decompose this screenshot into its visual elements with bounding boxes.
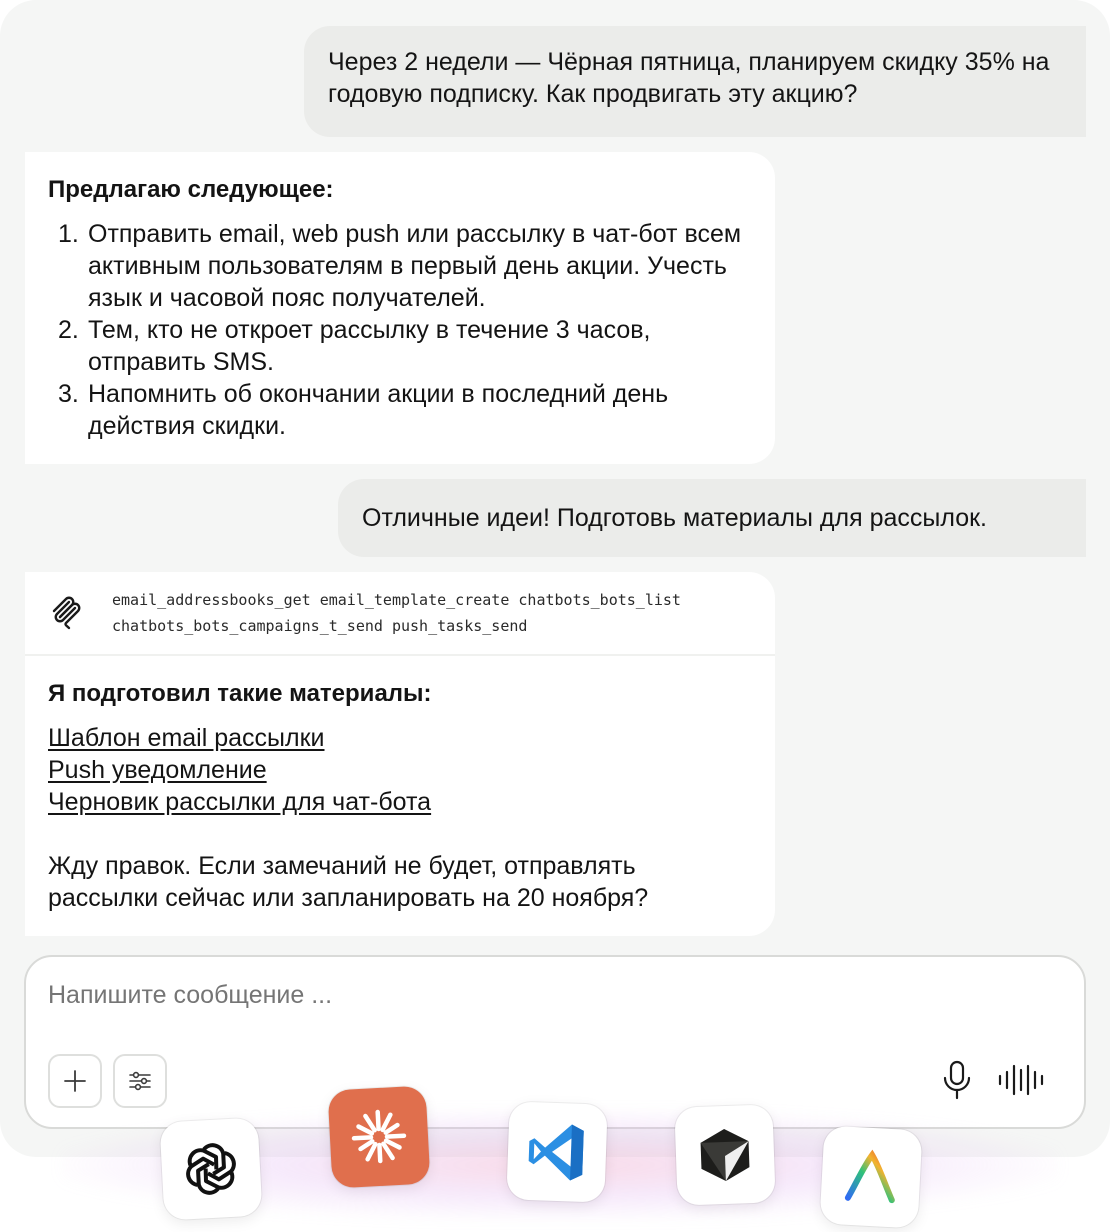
push-notification-link[interactable]: Push уведомление bbox=[48, 756, 267, 784]
assistant-heading: Предлагаю следующее: bbox=[48, 176, 334, 203]
tool-call-name: chatbots_bots_list bbox=[518, 591, 681, 609]
list-number: 2. bbox=[58, 316, 79, 344]
assistant-heading: Я подготовил такие материалы: bbox=[48, 680, 432, 707]
tool-call-name: chatbots_bots_campaigns_t_send bbox=[112, 617, 383, 635]
suggestion-list bbox=[48, 218, 763, 442]
user-message-text: Отличные идеи! Подготовь материалы для рассылок. bbox=[362, 504, 987, 532]
tool-call-list bbox=[112, 587, 752, 639]
cursor-app-icon[interactable] bbox=[674, 1104, 775, 1205]
vscode-app-icon[interactable] bbox=[506, 1101, 607, 1202]
claude-starburst-icon bbox=[347, 1105, 410, 1168]
mcp-icon bbox=[51, 596, 85, 630]
voice-wave-icon[interactable] bbox=[998, 1064, 1044, 1096]
assistant-closing-text: Жду правок. Если замечаний не будет, отправлять рассылки сейчас или запланировать на 20 ноября? bbox=[48, 852, 649, 912]
add-attachment-button[interactable] bbox=[48, 1054, 102, 1108]
assistant-message-1 bbox=[25, 152, 775, 464]
microphone-icon[interactable] bbox=[940, 1060, 974, 1100]
tool-call-name: email_template_create bbox=[319, 591, 510, 609]
chatgpt-app-icon[interactable] bbox=[160, 1118, 263, 1221]
list-item-text: Напомнить об окончании акции в последний день действия скидки. bbox=[88, 380, 669, 440]
cursor-cube-icon bbox=[694, 1124, 756, 1186]
list-number: 3. bbox=[58, 380, 79, 408]
assistant-message-2 bbox=[25, 572, 775, 936]
user-message-2 bbox=[338, 479, 1086, 557]
tool-calls-panel[interactable] bbox=[25, 572, 775, 656]
list-item bbox=[48, 378, 763, 442]
list-number: 1. bbox=[58, 220, 79, 248]
vscode-logo-icon bbox=[524, 1119, 590, 1185]
tool-call-name: push_tasks_send bbox=[391, 617, 528, 635]
tool-call-name: email_addressbooks_get bbox=[112, 591, 311, 609]
plus-icon bbox=[63, 1069, 87, 1093]
message-input[interactable] bbox=[48, 981, 1028, 1010]
sliders-icon bbox=[128, 1069, 152, 1093]
user-message-1 bbox=[304, 26, 1086, 137]
materials-links bbox=[48, 722, 431, 818]
list-item-text: Отправить email, web push или рассылку в чат-бот всем активным пользователям в первый день акции. Учесть язык и часовой пояс получателей. bbox=[88, 220, 742, 312]
chatbot-draft-link[interactable]: Черновик рассылки для чат-бота bbox=[48, 788, 432, 816]
list-item-text: Тем, кто не откроет рассылку в течение 3 часов, отправить SMS. bbox=[88, 316, 651, 376]
email-template-link[interactable]: Шаблон email рассылки bbox=[48, 724, 325, 752]
list-item bbox=[48, 218, 763, 314]
claude-app-icon[interactable] bbox=[328, 1086, 431, 1189]
openai-logo-icon bbox=[181, 1139, 242, 1200]
alpha-logo-icon bbox=[842, 1148, 901, 1207]
user-message-text: Через 2 недели — Чёрная пятница, планируем скидку 35% на годовую подписку. Как продвигать эту акцию? bbox=[328, 48, 1050, 108]
settings-button[interactable] bbox=[113, 1054, 167, 1108]
list-item bbox=[48, 314, 763, 378]
alpha-app-icon[interactable] bbox=[820, 1126, 923, 1229]
